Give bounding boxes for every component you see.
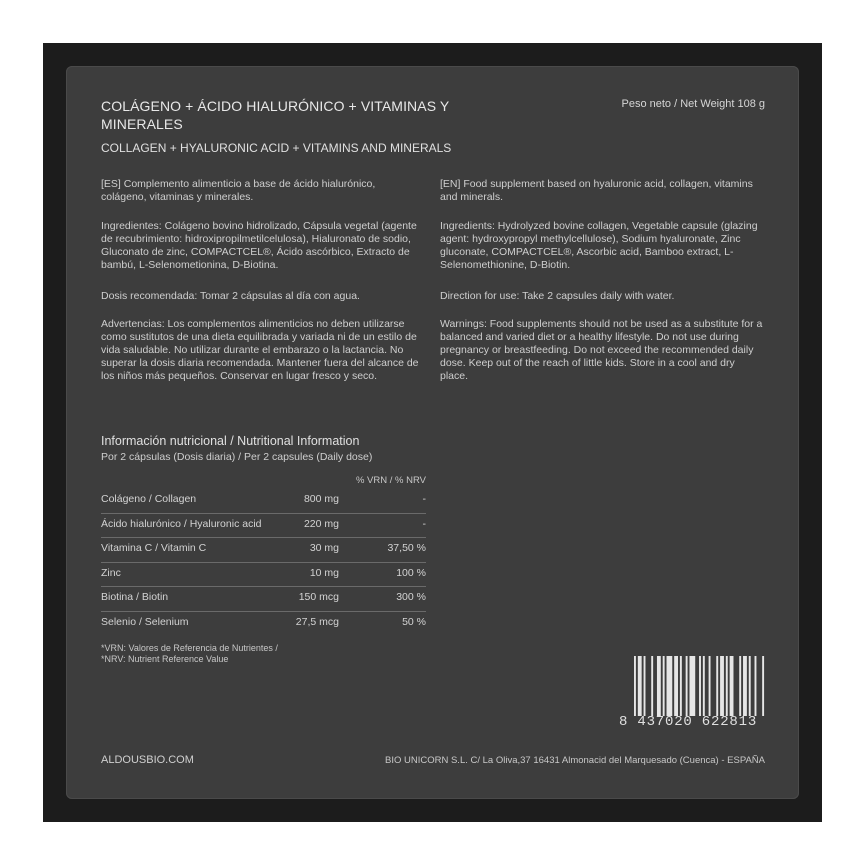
description-en: [EN] Food supplement based on hyaluronic acid, collagen, vitamins and minerals.: [440, 178, 753, 203]
barcode-bar: [716, 656, 718, 716]
nutrition-table: [101, 475, 426, 635]
barcode-bar: [699, 656, 701, 716]
product-title-en: COLLAGEN + HYALURONIC ACID + VITAMINS AND MINERALS: [101, 141, 452, 155]
nutrient-amount: 10 mg: [309, 566, 339, 579]
barcode-bar: [762, 656, 764, 716]
barcode-bar: [680, 656, 682, 716]
nutrient-name: Biotina / Biotin: [101, 591, 169, 603]
nutrient-nrv: 37,50 %: [387, 542, 426, 554]
ingredients-en: Ingredients: Hydrolyzed bovine collagen, Vegetable capsule (glazing agent: hydroxypropyl methylcellulose), Sodium hyaluronate, Zinc gluconate, COMPACTCEL®, Ascorbic acid, Bamboo extract, L-Selenomethionine, D-Biotin.: [440, 220, 758, 271]
barcode-bar: [726, 656, 728, 716]
barcode: [634, 656, 766, 716]
nutrient-amount: 220 mg: [303, 517, 339, 530]
description-es: [ES] Complemento alimenticio a base de ácido hialurónico, colágeno, vitaminas y minerales.: [101, 178, 376, 203]
nutrition-footnote: [101, 643, 278, 665]
table-row: [101, 489, 426, 514]
nutrition-table-header: [101, 475, 426, 489]
barcode-bar: [634, 656, 636, 716]
nutrient-name: Vitamina C / Vitamin C: [101, 542, 207, 554]
barcode-bar: [743, 656, 747, 716]
barcode-bar: [657, 656, 661, 716]
barcode-bar: [709, 656, 711, 716]
barcode-bar: [651, 656, 653, 716]
nutrient-amount: 800 mg: [303, 493, 339, 505]
nutrient-name: Selenio / Selenium: [101, 615, 189, 628]
barcode-bar: [644, 656, 646, 716]
table-row: [101, 612, 426, 636]
footnote-vrn: *VRN: Valores de Referencia de Nutrientes /: [101, 643, 278, 653]
nutrient-nrv: 300 %: [396, 591, 426, 603]
nutrient-nrv: -: [422, 517, 426, 530]
dosage-en: Direction for use: Take 2 capsules daily with water.: [440, 290, 675, 302]
nutrition-subtitle: Por 2 cápsulas (Dosis diaria) / Per 2 capsules (Daily dose): [101, 451, 373, 463]
barcode-bar: [663, 656, 665, 716]
nutrient-amount: 150 mcg: [298, 591, 339, 603]
barcode-bar: [689, 656, 695, 716]
barcode-bar: [638, 656, 642, 716]
barcode-bar: [674, 656, 678, 716]
product-title-es: COLÁGENO + ÁCIDO HIALURÓNICO + VITAMINAS Y MINERALES: [101, 98, 450, 132]
barcode-bar: [749, 656, 751, 716]
table-row: [101, 538, 426, 563]
nutrient-name: Colágeno / Collagen: [101, 493, 197, 505]
warnings-es: Advertencias: Los complementos alimenticios no deben utilizarse como sustitutos de una dieta equilibrada y variada ni de un estilo de vida saludable. No utilizar durante el embarazo o la lactancia. No superar la dosis diaria recomendada. Mantener fuera del alcance de los niños más pequeños. Conservar en lugar fresco y seco.: [101, 318, 419, 382]
warnings-en: Warnings: Food supplements should not be used as a substitute for a balanced and varied diet or a healthy lifestyle. Do not use during pregnancy or breastfeeding. Do not exceed the recommended daily dose. Keep out of the reach of little kids. Store in a cool and dry place.: [440, 318, 763, 382]
dosage-es: Dosis recomendada: Tomar 2 cápsulas al día con agua.: [101, 290, 360, 302]
table-row: [101, 563, 426, 588]
nutrient-nrv: -: [422, 493, 426, 505]
website: ALDOUSBIO.COM: [101, 754, 194, 766]
barcode-bar: [667, 656, 673, 716]
net-weight: Peso neto / Net Weight 108 g: [621, 98, 765, 110]
barcode-bar: [730, 656, 734, 716]
nutrient-name: Ácido hialurónico / Hyaluronic acid: [101, 517, 262, 530]
barcode-bar: [686, 656, 688, 716]
barcode-bar: [720, 656, 724, 716]
nutrient-amount: 27,5 mcg: [295, 615, 339, 628]
nrv-column-header: % VRN / % NRV: [355, 475, 426, 486]
nutrient-amount: 30 mg: [309, 542, 339, 554]
table-row: [101, 587, 426, 612]
barcode-bar: [755, 656, 757, 716]
ingredients-es: Ingredientes: Colágeno bovino hidrolizado, Cápsula vegetal (agente de recubrimiento: hidroxipropilmetilcelulosa), Hialuronato de sodio, Gluconato de zinc, COMPACTCEL®, Ácido ascórbico, Extracto de bambú, L-Selenometionina, D-Biotina.: [101, 220, 417, 271]
company-address: BIO UNICORN S.L. C/ La Oliva,37 16431 Almonacid del Marquesado (Cuenca) - ESPAÑA: [385, 755, 765, 766]
nutrient-name: Zinc: [101, 566, 121, 579]
barcode-bar: [739, 656, 741, 716]
nutrient-nrv: 50 %: [402, 615, 426, 628]
barcode-number: 8 437020 622813: [619, 714, 758, 730]
nutrition-title: Información nutricional / Nutritional Information: [101, 434, 360, 448]
nutrient-nrv: 100 %: [396, 566, 426, 579]
table-row: [101, 514, 426, 539]
barcode-bar: [703, 656, 705, 716]
footnote-nrv: *NRV: Nutrient Reference Value: [101, 654, 229, 664]
